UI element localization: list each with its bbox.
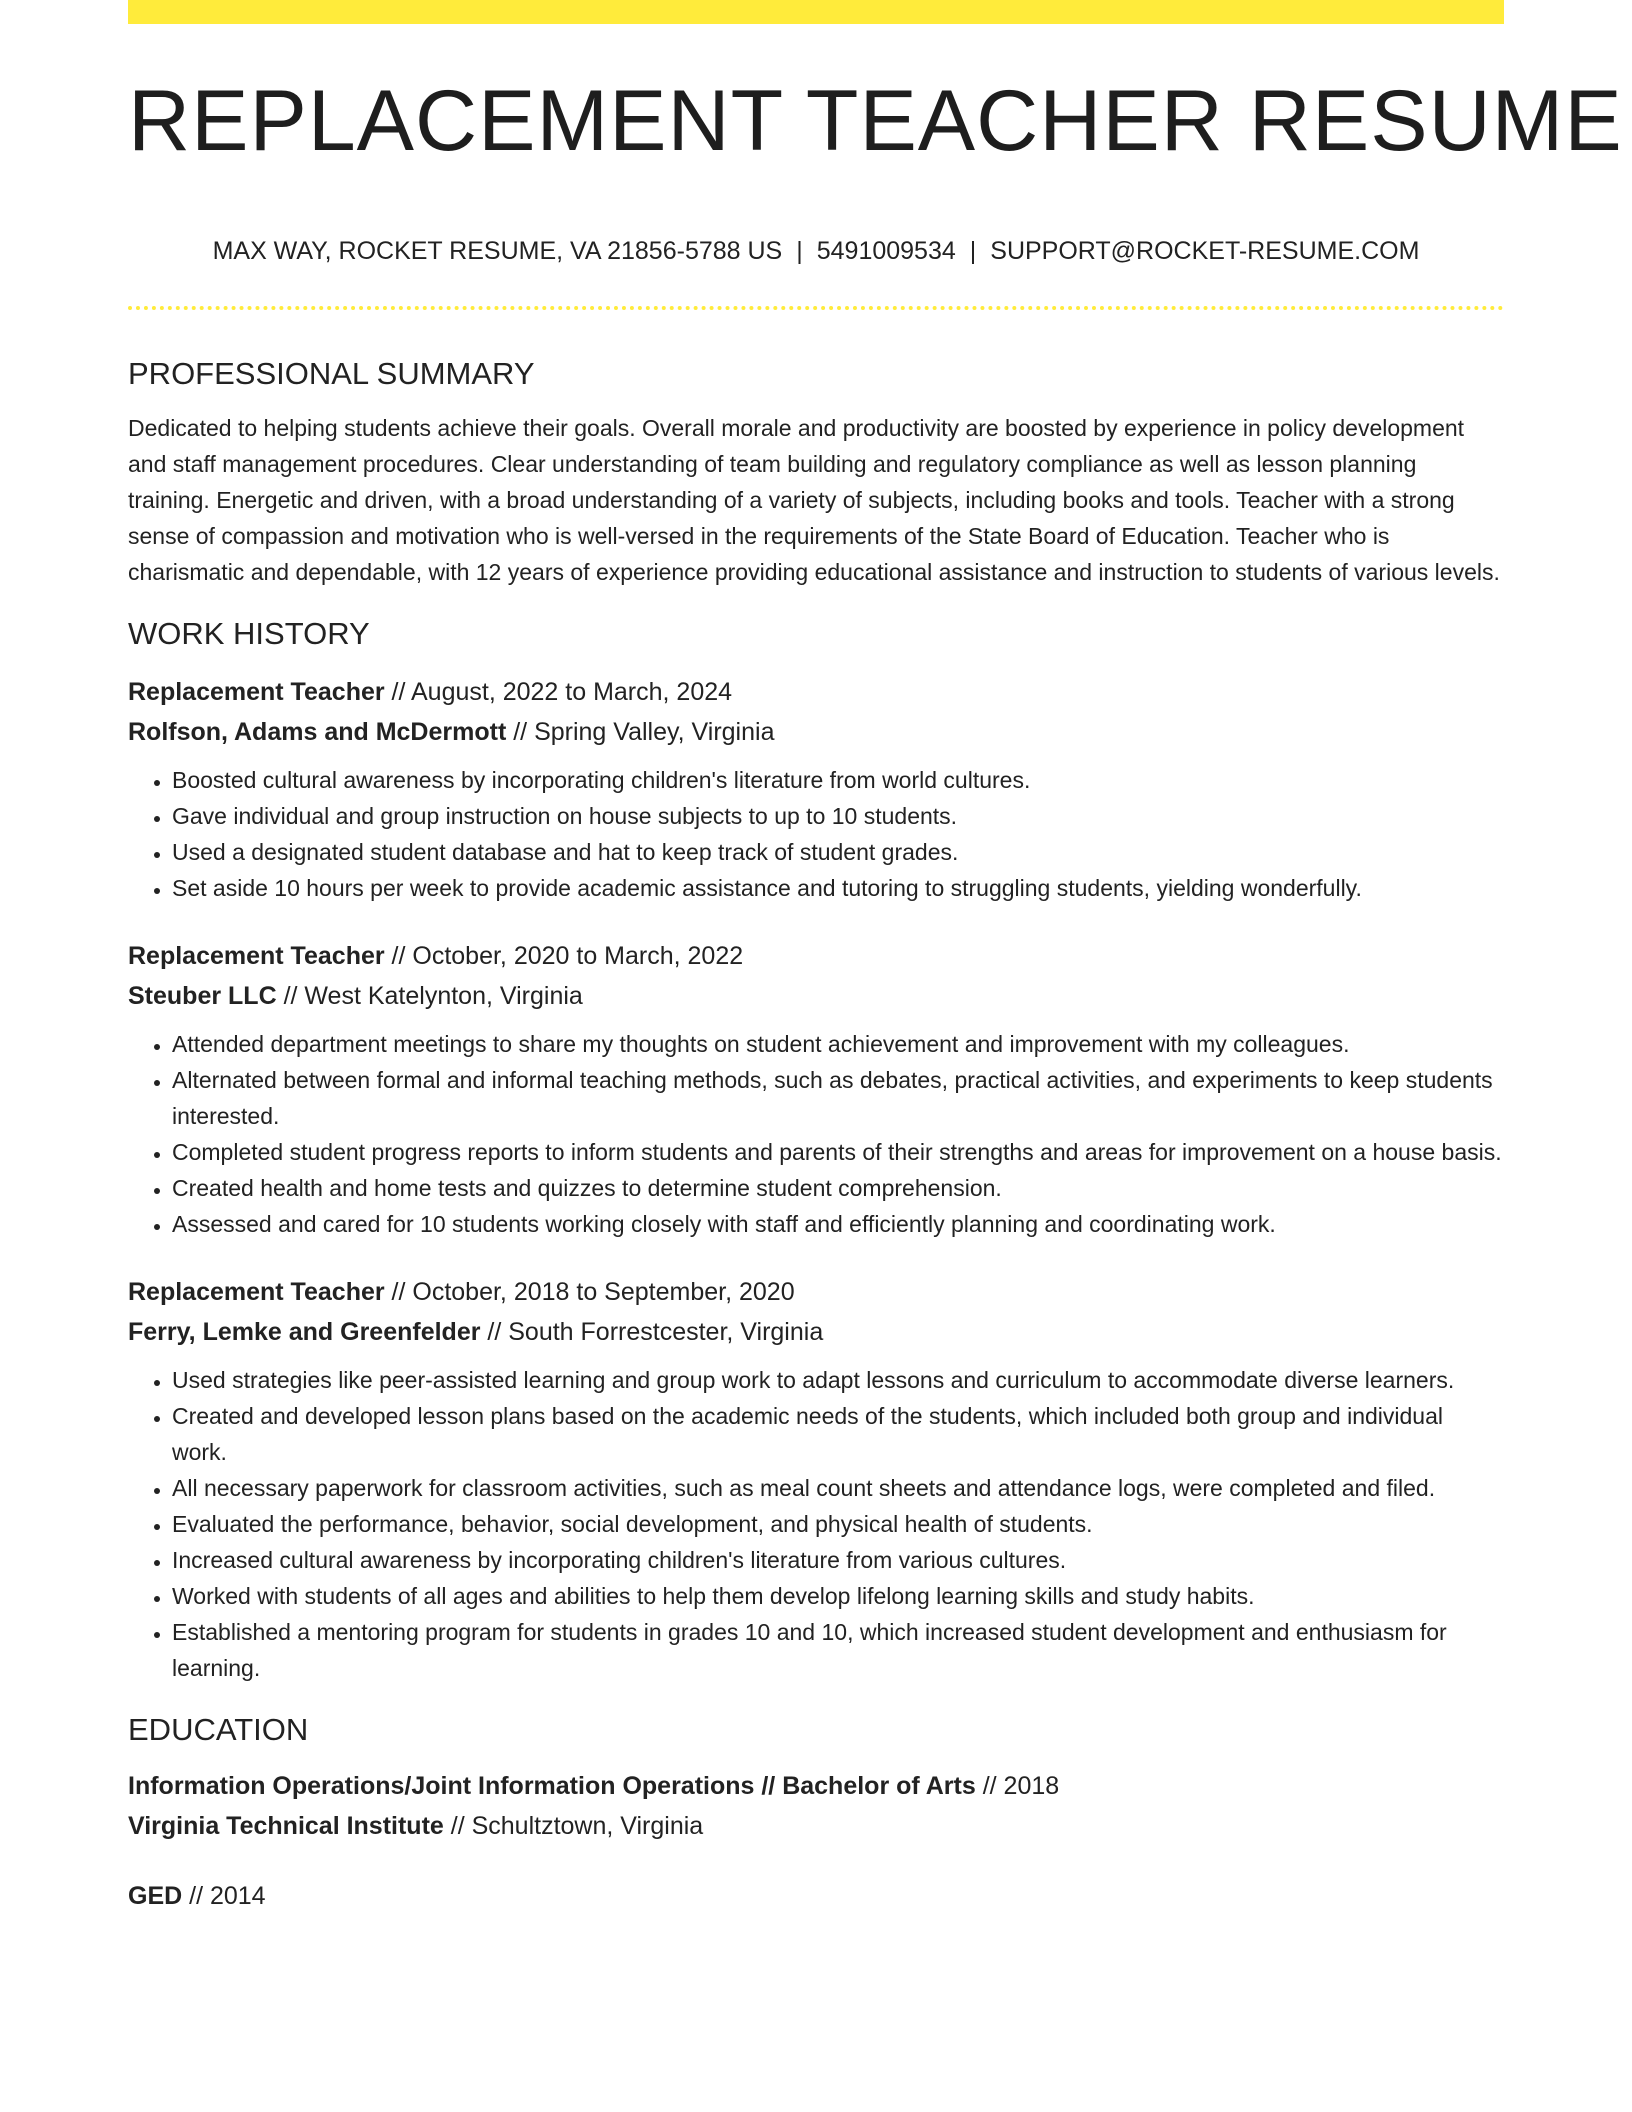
school-location: // Schultztown, Virginia: [443, 1812, 704, 1840]
school-line: [128, 1806, 1504, 1846]
resume-body: [128, 352, 1504, 1916]
education-entry: [128, 1876, 1504, 1916]
degree: Information Operations/Joint Information Operations // Bachelor of Arts: [128, 1772, 976, 1800]
job-title-line: [128, 1272, 1504, 1312]
job-bullet: • Set aside 10 hours per week to provide academic assistance and tutoring to struggling students, yielding wonderfully.: [172, 870, 1504, 906]
work-history-section: [128, 612, 1504, 1686]
top-accent-bar: [128, 0, 1504, 24]
contact-separator: |: [969, 237, 977, 265]
job-entry: [128, 672, 1504, 906]
summary-text: Dedicated to helping students achieve their goals. Overall morale and productivity are boosted by experience in policy development and staff management procedures. Clear understanding of team building and regulatory compliance as well as lesson planning training. Energetic and driven, with a broad understanding of a variety of subjects, including books and tools. Teacher with a strong sense of compassion and motivation who is well-versed in the requirements of the State Board of Education. Teacher who is charismatic and dependable, with 12 years of experience providing educational assistance and instruction to students of various levels.: [128, 415, 1500, 585]
job-company: Ferry, Lemke and Greenfelder: [128, 1318, 481, 1346]
degree-line: [128, 1876, 1504, 1916]
job-bullet: • Increased cultural awareness by incorporating children's literature from various cultures.: [172, 1542, 1504, 1578]
job-entry: [128, 936, 1504, 1242]
job-bullet: • Worked with students of all ages and abilities to help them develop lifelong learning skills and study habits.: [172, 1578, 1504, 1614]
job-bullets: [128, 762, 1504, 906]
contact-separator: |: [796, 237, 803, 265]
job-bullet: • All necessary paperwork for classroom activities, such as meal count sheets and attendance logs, were completed and filed.: [172, 1470, 1504, 1506]
contact-address: MAX WAY, ROCKET RESUME, VA 21856-5788 US: [212, 237, 783, 265]
job-location: // South Forrestcester, Virginia: [480, 1318, 824, 1346]
education-section: [128, 1708, 1504, 1916]
school-name: Virginia Technical Institute: [128, 1812, 444, 1840]
job-bullet: • Boosted cultural awareness by incorporating children's literature from world cultures.: [172, 762, 1504, 798]
section-heading-education: EDUCATION: [128, 1712, 309, 1747]
job-location: // Spring Valley, Virginia: [506, 718, 775, 746]
job-bullet: • Evaluated the performance, behavior, social development, and physical health of students.: [172, 1506, 1504, 1542]
contact-email[interactable]: SUPPORT@ROCKET-RESUME.COM: [990, 237, 1420, 265]
job-bullets: [128, 1026, 1504, 1242]
section-heading-summary: PROFESSIONAL SUMMARY: [128, 356, 535, 391]
dotted-divider: [128, 306, 1504, 310]
job-title: Replacement Teacher: [128, 1278, 385, 1306]
job-bullet: • Established a mentoring program for students in grades 10 and 10, which increased student development and enthusiasm for learning.: [172, 1614, 1504, 1686]
job-bullet: • Assessed and cared for 10 students working closely with staff and efficiently planning and coordinating work.: [172, 1206, 1504, 1242]
job-bullet: • Alternated between formal and informal teaching methods, such as debates, practical activities, and experiments to keep students interested.: [172, 1062, 1504, 1134]
contact-phone[interactable]: 5491009534: [816, 237, 956, 265]
job-bullet: • Created health and home tests and quizzes to determine student comprehension.: [172, 1170, 1504, 1206]
job-title-line: [128, 936, 1504, 976]
job-bullet: • Completed student progress reports to inform students and parents of their strengths and areas for improvement on a house basis.: [172, 1134, 1504, 1170]
degree: GED: [128, 1882, 183, 1910]
job-company: Rolfson, Adams and McDermott: [128, 718, 507, 746]
job-title: Replacement Teacher: [128, 678, 385, 706]
job-bullet: • Gave individual and group instruction on house subjects to up to 10 students.: [172, 798, 1504, 834]
job-bullet: • Used strategies like peer-assisted learning and group work to adapt lessons and curriculum to accommodate diverse learners.: [172, 1362, 1504, 1398]
job-bullet: • Attended department meetings to share my thoughts on student achievement and improvement with my colleagues.: [172, 1026, 1504, 1062]
education-entry: [128, 1766, 1504, 1846]
job-company: Steuber LLC: [128, 982, 277, 1010]
job-company-line: [128, 1312, 1504, 1352]
job-bullet: • Used a designated student database and hat to keep track of student grades.: [172, 834, 1504, 870]
job-bullet: • Created and developed lesson plans based on the academic needs of the students, which included both group and individual work.: [172, 1398, 1504, 1470]
job-dates: // October, 2018 to September, 2020: [384, 1278, 795, 1306]
job-location: // West Katelynton, Virginia: [276, 982, 583, 1010]
summary-section: [128, 352, 1504, 590]
job-dates: // August, 2022 to March, 2024: [384, 678, 733, 706]
resume-title: REPLACEMENT TEACHER RESUME: [128, 73, 1623, 169]
job-bullets: [128, 1362, 1504, 1686]
job-dates: // October, 2020 to March, 2022: [384, 942, 744, 970]
degree-line: [128, 1766, 1504, 1806]
job-company-line: [128, 976, 1504, 1016]
graduation-year: // 2018: [975, 1772, 1060, 1800]
job-title: Replacement Teacher: [128, 942, 385, 970]
job-entry: [128, 1272, 1504, 1686]
graduation-year: // 2014: [182, 1882, 266, 1910]
section-heading-work-history: WORK HISTORY: [128, 616, 370, 651]
job-title-line: [128, 672, 1504, 712]
contact-line: [128, 237, 1504, 266]
job-company-line: [128, 712, 1504, 752]
